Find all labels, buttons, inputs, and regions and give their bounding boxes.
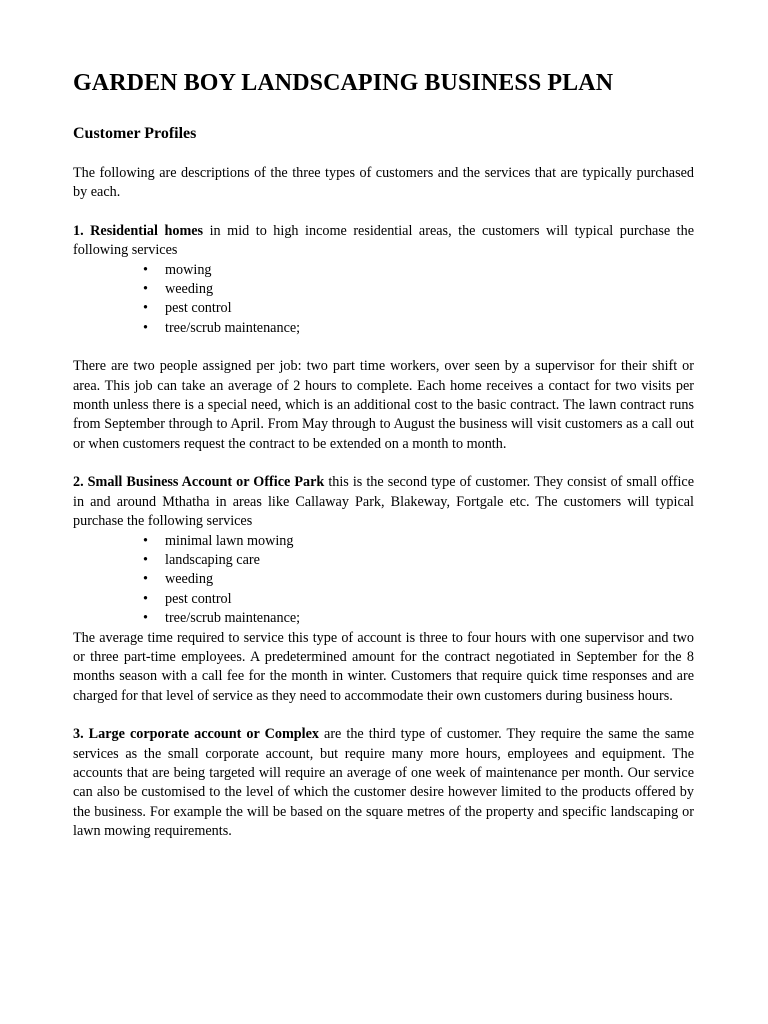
small-business-text: this is the second type of customer. They consist of small office in and around Mthatha in areas like Callaway Park, Blakeway, Fortgale etc. The customers will typical purchase the following services [73,474,694,530]
list-item: • weeding [165,280,694,299]
small-business-details-paragraph: The average time required to service this type of account is three to four hours with one supervisor and two or three part-time employees. A predetermined amount for the contract negotiated in September for the 8 months season with a call fee for the month in winter. Customers that require quick time responses and are charged for that level of service as they need to accommodate their own customers during business hours. [73,629,694,704]
large-corporate-text: are the third type of customer. They require the same the same services as the small corporate account, but require many more hours, employees and equipment. The accounts that are being targeted will require an average of one week of maintenance per month. Our service can also be customised to the level of which the customer desire however limited to the products offered by the business. For example the will be based on the square metres of the property and specific landscaping or lawn mowing requirements. [73,726,694,840]
list-item: • weeding [165,570,694,589]
list-item: • pest control [165,299,694,318]
small-business-services-list [73,532,694,629]
list-item: • minimal lawn mowing [165,532,694,551]
intro-paragraph: The following are descriptions of the three types of customers and the services that are typically purchased by each. [73,165,694,201]
large-corporate-paragraph [73,725,694,841]
small-business-label: 2. Small Business Account or Office Park [73,474,325,491]
list-item: • tree/scrub maintenance; [165,319,694,338]
large-corporate-label: 3. Large corporate account or Complex [73,726,319,743]
list-item: • mowing [165,261,694,280]
small-business-paragraph [73,473,694,531]
section-heading: Customer Profiles [73,125,197,142]
residential-details-paragraph: There are two people assigned per job: two part time workers, over seen by a supervisor for their shift or area. This job can take an average of 2 hours to complete. Each home receives a contact for two visits per month unless there is a special need, which is an additional cost to the basic contract. The lawn contract runs from September through to April. From May through to August the business will visit customers as a call out or when customers request the contract to be extended on a month to month. [73,358,694,452]
residential-paragraph [73,222,694,261]
list-item: • tree/scrub maintenance; [165,609,694,628]
residential-text: in mid to high income residential areas, the customers will typical purchase the following services [73,222,695,259]
list-item: • landscaping care [165,551,694,570]
list-item: • pest control [165,590,694,609]
document-title: GARDEN BOY LANDSCAPING BUSINESS PLAN [73,70,614,96]
residential-label: 1. Residential homes [73,222,204,239]
residential-services-list [73,261,694,339]
